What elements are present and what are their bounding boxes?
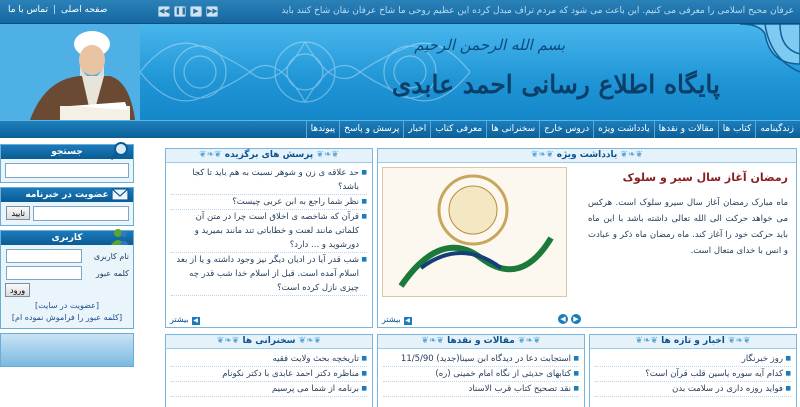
nav-qa[interactable]: پرسش و پاسخ <box>339 121 403 138</box>
ticker-play-icon[interactable]: ▶ <box>190 6 202 17</box>
corner-ornament <box>710 24 800 120</box>
site-header <box>0 24 800 120</box>
login-title: کاربری <box>51 233 83 243</box>
featured-head: یادداشت ویژه <box>556 150 618 160</box>
newsletter-email-input[interactable] <box>33 206 129 221</box>
list-item[interactable]: ■ حد علاقه ی زن و شوهر نسبت به هم باید تا کجا باشد؟ <box>171 166 367 195</box>
featured-panel: ❦❧❦ یادداشت ویژه ❦❧❦ رمضان آغاز سال سیر و سلوک ماه مبارک رمضان آغاز سال سیرو سلوک است. هرکس می خواهد حرکت الی الله تعالی داشته باشد با این ماه باید حرکت خود را آغاز کند. ماه رمضان ماه ذکر و عبادت و انس با خدای متعال است. ◀بیشتر ◀ ▶ <box>377 148 797 328</box>
top-bar <box>0 0 800 24</box>
list-item[interactable]: ■ کتابهای حدیثی از نگاه امام خمینی (ره) <box>383 367 579 382</box>
nav-biography[interactable]: زندگینامه <box>755 121 798 138</box>
list-item[interactable]: ■ روز خبرنگار <box>595 352 791 367</box>
sidebar <box>0 144 134 367</box>
nav-special-notes[interactable]: یادداشت ویژه <box>593 121 654 138</box>
login-button[interactable]: ورود <box>5 283 30 297</box>
forgot-password-link[interactable]: [کلمه عبور را فراموش نموده ام] <box>11 313 123 322</box>
featured-image[interactable] <box>382 167 567 297</box>
top-links: صفحه اصلی|تماس با ما <box>8 5 108 15</box>
articles-list <box>378 349 584 400</box>
news-panel: ❦❧❦ اخبار و تازه ها ❦❧❦ ■ روز خبرنگار ■ کدام آیه سوره یاسین قلب قرآن است؟ ■ فواید روزه داری در سلامت بدن <box>589 334 797 407</box>
home-link[interactable]: صفحه اصلی <box>61 5 108 15</box>
nav-speeches[interactable]: سخنرانی ها <box>486 121 539 138</box>
envelope-icon <box>110 184 130 204</box>
main-nav <box>0 120 800 138</box>
contact-link[interactable]: تماس با ما <box>8 5 48 15</box>
password-label: کلمه عبور <box>95 268 129 278</box>
questions-more-link[interactable]: ◀بیشتر <box>170 315 198 324</box>
ticker-pause-icon[interactable]: ❚❚ <box>175 7 187 15</box>
users-icon <box>110 227 130 247</box>
featured-more-link[interactable]: ◀بیشتر <box>382 315 410 324</box>
ticker-next-icon[interactable]: ◀◀ <box>159 7 170 15</box>
news-head: اخبار و تازه ها <box>661 336 725 346</box>
articles-panel: ❦❧❦ مقالات و نقدها ❦❧❦ ■ استجابت دعا در دیدگاه ابن سینا(جدید) 11/5/90 ■ کتابهای حدیثی از نگاه امام خمینی (ره) ■ نقد تصحیح کتاب قرب الاسناد <box>377 334 585 407</box>
questions-list <box>166 163 372 299</box>
login-box <box>0 230 134 329</box>
featured-title[interactable]: رمضان آغاز سال سیر و سلوک <box>622 171 788 184</box>
prev-slide-icon[interactable]: ◀ <box>558 314 568 324</box>
more-arrow-icon: ◀ <box>405 317 410 324</box>
list-item[interactable]: ■ فواید روزه داری در سلامت بدن <box>595 382 791 397</box>
list-item[interactable]: ■ استجابت دعا در دیدگاه ابن سینا(جدید) 11/5/90 <box>383 352 579 367</box>
search-title: جستجو <box>51 147 83 157</box>
username-label: نام کاربری <box>93 251 129 261</box>
list-item[interactable]: ■ تاریخچه بحث ولایت فقیه <box>171 352 367 367</box>
nav-books[interactable]: کتاب ها <box>718 121 756 138</box>
nav-news[interactable]: اخبار <box>403 121 430 138</box>
nav-lessons[interactable]: دروس خارج <box>539 121 593 138</box>
speeches-panel: ❦❧❦ سخنرانی ها ❦❧❦ ■ تاریخچه بحث ولایت فقیه ■ مناظره دکتر احمد عابدی با دکتر نکونام ■ برنامه از شما می پرسیم <box>165 334 373 407</box>
speeches-head: سخنرانی ها <box>242 336 296 346</box>
list-item[interactable]: ■ برنامه از شما می پرسیم <box>171 382 367 397</box>
news-list <box>590 349 796 400</box>
articles-head: مقالات و نقدها <box>447 336 515 346</box>
search-input[interactable] <box>5 163 129 178</box>
list-item[interactable]: ■ قرآن که شاخصه ی اخلاق است چرا در متن آن کلماتی مانند لعنت و خطاباتی تند مانند بمیرید و دورشوید و ... دارد؟ <box>171 210 367 253</box>
register-link[interactable]: [عضویت در سایت] <box>35 301 99 310</box>
username-input[interactable] <box>6 249 82 263</box>
list-item[interactable]: ■ نظر شما راجع به ابن عربی چیست؟ <box>171 195 367 210</box>
ticker-prev-icon[interactable]: ▶▶ <box>207 7 218 15</box>
bismillah: بسم الله الرحمن الرحیم <box>414 36 565 54</box>
ticker-controls <box>158 6 218 17</box>
featured-text: ماه مبارک رمضان آغاز سال سیرو سلوک است. هرکس می خواهد حرکت الی الله تعالی داشته باشد با این ماه باید حرکت خود را آغاز کند. ماه رمضان ماه ذکر و عبادت و انس با خدای متعال است. <box>588 198 788 256</box>
search-box <box>0 144 134 183</box>
questions-head: پرسش های برگزیده <box>224 150 314 160</box>
nav-book-reviews[interactable]: معرفی کتاب <box>430 121 486 138</box>
newsletter-title: عضویت در خبرنامه <box>25 190 109 200</box>
list-item[interactable]: ■ کدام آیه سوره یاسین قلب قرآن است؟ <box>595 367 791 382</box>
featured-nav <box>558 314 581 324</box>
list-item[interactable]: ■ مناظره دکتر احمد عابدی با دکتر نکونام <box>171 367 367 382</box>
nav-links[interactable]: پیوندها <box>306 121 340 138</box>
sidebar-banner[interactable] <box>0 333 134 367</box>
site-title: پایگاه اطلاع رسانی احمد عابدی <box>391 70 720 99</box>
newsletter-box <box>0 187 134 226</box>
questions-panel: ❦❧❦ پرسش های برگزیده ❦❧❦ ■ حد علاقه ی زن و شوهر نسبت به هم باید تا کجا باشد؟ ■ نظر شما راجع به ابن عربی چیست؟ ■ قرآن که شاخصه ی اخلاق است چرا در متن آن کلماتی مانند لعنت و خطاباتی تند مانند بمیرید و دورشوید و ... دارد؟ ■ شب قدر آیا در ادیان دیگر نیز وجود داشته و یا از بعد اسلام آمده است. قبل از اسلام خدا شب قدر چه چیزی نازل کرده است؟ ◀بیشتر <box>165 148 373 328</box>
founder-portrait <box>0 24 140 120</box>
newsletter-submit-button[interactable]: تایید <box>6 206 30 220</box>
search-icon <box>110 141 130 161</box>
news-ticker: عرفان محبح اسلامی را معرفی می کنیم. این باعث می شود که مردم تراف مبدل کرده این عظیم روحی ما شاخ عرفان نقان شاخ کنند باید <box>281 6 794 16</box>
calligraphy-art <box>382 168 566 297</box>
speeches-list <box>166 349 372 400</box>
nav-articles[interactable]: مقالات و نقدها <box>654 121 718 138</box>
list-item[interactable]: ■ نقد تصحیح کتاب قرب الاسناد <box>383 382 579 397</box>
password-input[interactable] <box>6 266 82 280</box>
next-slide-icon[interactable]: ▶ <box>571 314 581 324</box>
list-item[interactable]: ■ شب قدر آیا در ادیان دیگر نیز وجود داشته و یا از بعد اسلام آمده است. قبل از اسلام خدا شب قدر چه چیزی نازل کرده است؟ <box>171 253 367 296</box>
more-arrow-icon: ◀ <box>193 317 198 324</box>
